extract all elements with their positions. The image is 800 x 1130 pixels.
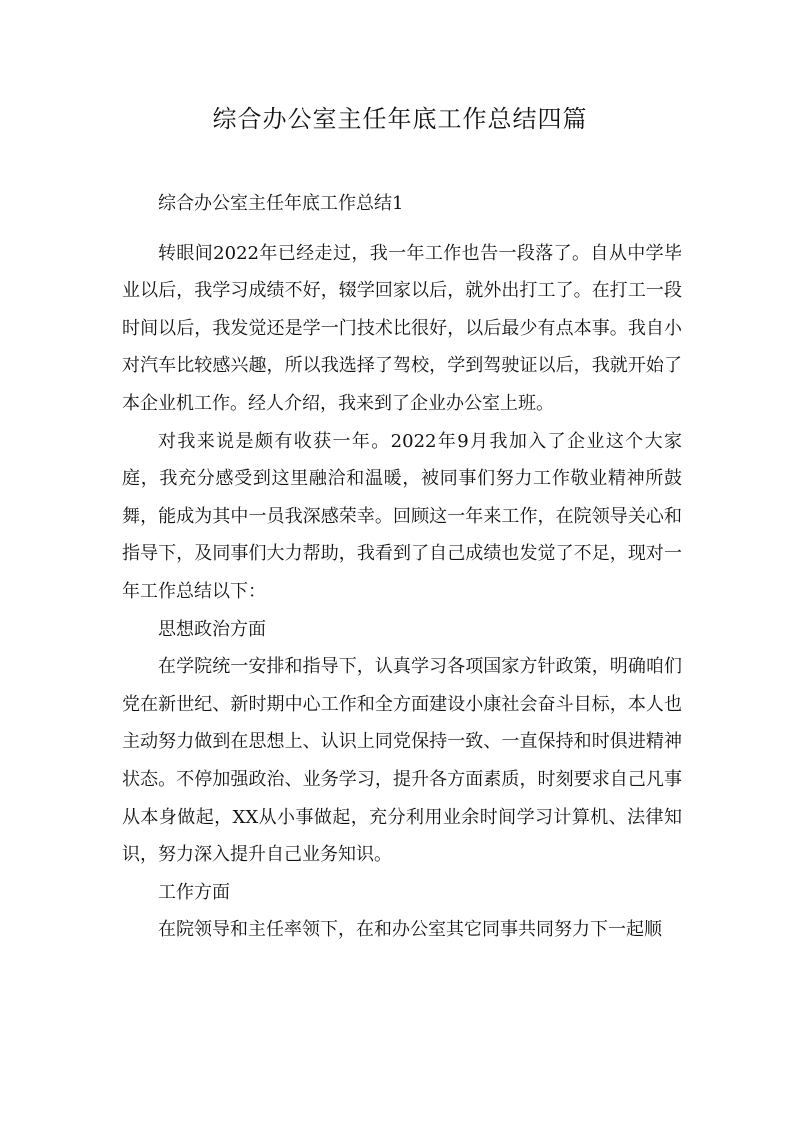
document-body bbox=[122, 185, 682, 949]
heading-work: 工作方面 bbox=[158, 881, 230, 903]
paragraph-4: 在院领导和主任率领下，在和办公室其它同事共同努力下一起顺 bbox=[158, 919, 662, 941]
section-title: 综合办公室主任年底工作总结1 bbox=[158, 193, 404, 214]
document-title: 综合办公室主任年底工作总结四篇 bbox=[212, 105, 588, 133]
paragraph-2: 对我来说是颇有收获一年。2022年9月我加入了企业这个大家庭，我充分感受到这里融洽和温暖，被同事们努力工作敬业精神所鼓舞，能成为其中一员我深感荣幸。回顾这一年来工作，在院领导关心和指导下，及同事们大力帮助，我看到了自己成绩也发觉了不足，现对一年工作总结以下： bbox=[122, 430, 682, 602]
paragraph-3: 在学院统一安排和指导下，认真学习各项国家方针政策，明确咱们党在新世纪、新时期中心工作和全方面建设小康社会奋斗目标，本人也主动努力做到在思想上、认识上同党保持一致、一直保持和时俱进精神状态。不停加强政治、业务学习，提升各方面素质，时刻要求自己凡事从本身做起，XX从小事做起，充分利用业余时间学习计算机、法律知识，努力深入提升自己业务知识。 bbox=[122, 656, 682, 866]
paragraph-1: 转眼间2022年已经走过，我一年工作也告一段落了。自从中学毕业以后，我学习成绩不好，辍学回家以后，就外出打工了。在打工一段时间以后，我发觉还是学一门技术比很好，以后最少有点本事。我自小对汽车比较感兴趣，所以我选择了驾校，学到驾驶证以后，我就开始了本企业机工作。经人介绍，我来到了企业办公室上班。 bbox=[122, 242, 682, 414]
heading-ideology-politics: 思想政治方面 bbox=[158, 618, 266, 640]
